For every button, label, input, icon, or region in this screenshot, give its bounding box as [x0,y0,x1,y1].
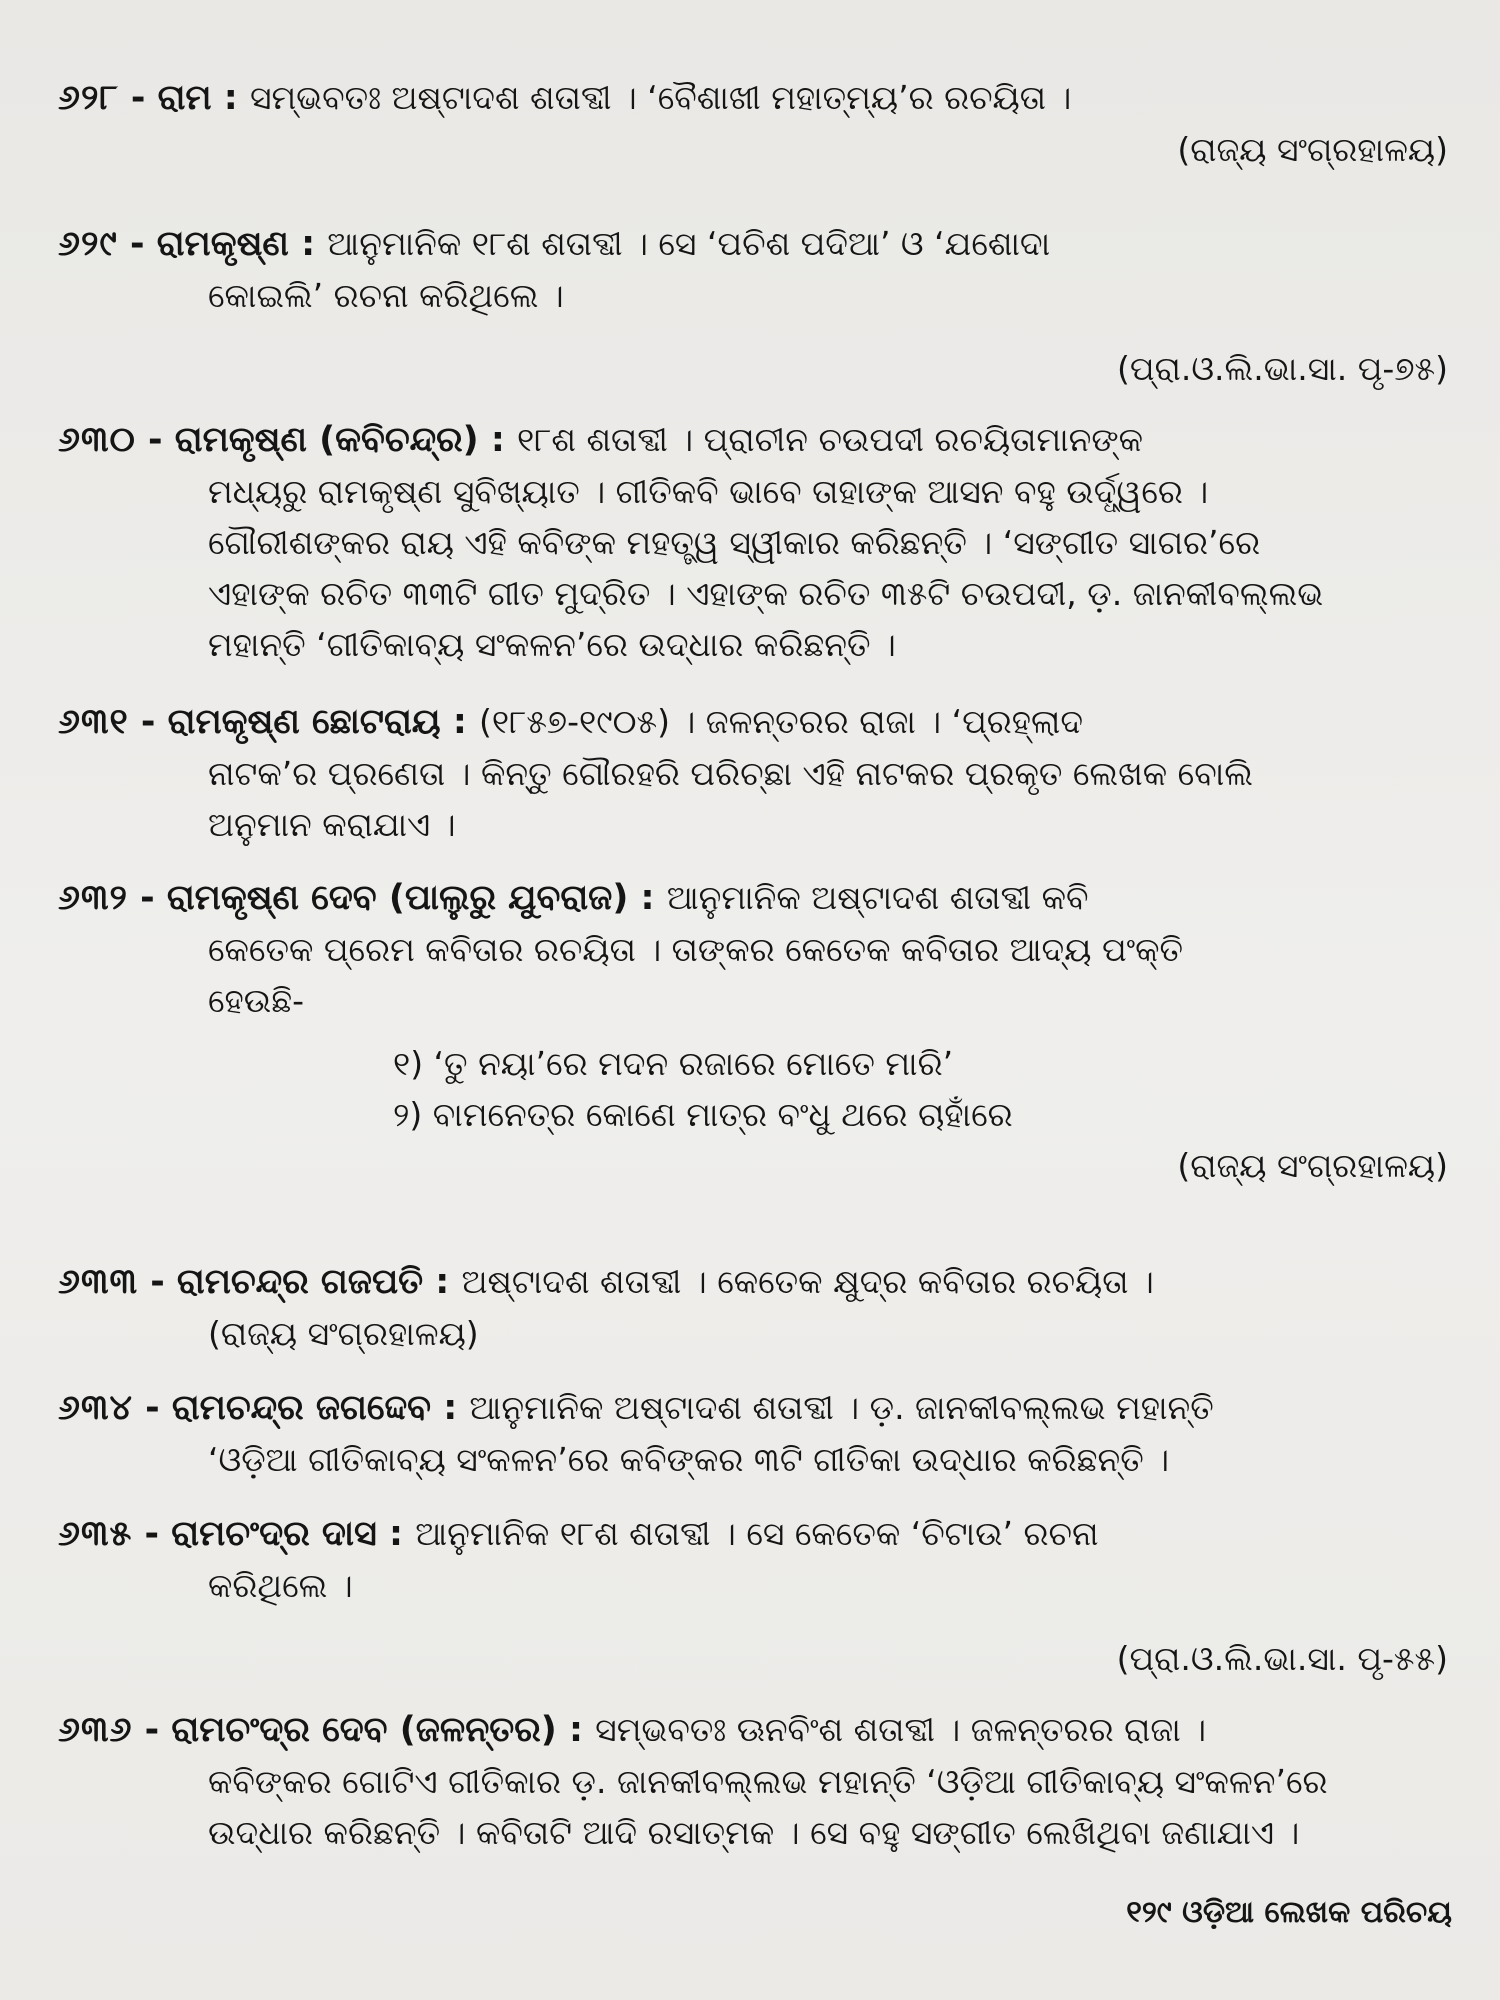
entry-text-line: ଅଷ୍ଟାଦଶ ଶତାବ୍ଦୀ । କେତେକ କ୍ଷୁଦ୍ର କବିତାର ରଚୟିତା । [461,1262,1154,1301]
entry-text-line: ୧୮ଶ ଶତାବ୍ଦୀ । ପ୍ରାଚୀନ ଚଉପଦୀ ରଚୟିତାମାନଙ୍କ [517,420,1144,459]
entry-number: ୬୨୯ [58,224,118,264]
entry-630: ୬୩୦ - ରାମକୃଷ୍ଣ (କବିଚନ୍ଦ୍ର) : ୧୮ଶ ଶତାବ୍ଦୀ । ପ୍ରାଚୀନ ଚଉପଦୀ ରଚୟିତାମାନଙ୍କ ମଧ୍ୟରୁ ରାମକୃଷ୍ଣ ସୁବିଖ୍ୟାତ । ଗୀତିକବି ଭାବେ ତାହାଙ୍କ ଆସନ ବହୁ ଉର୍ଦ୍ଧ୍ୱରେ । ଗୌରୀଶଙ୍କର ରାୟ ଏହି କବିଙ୍କ ମହତ୍ତ୍ୱ ସ୍ୱୀକାର କରିଛନ୍ତି । ‘ସଙ୍ଗୀତ ସାଗର’ରେ ଏହାଙ୍କ ରଚିତ ୩୩ଟି ଗୀତ ମୁଦ୍ରିତ । ଏହାଙ୍କ ରଚିତ ୩୫ଟି ଚଉପଦୀ, ଡ଼. ଜାନକୀବଲ୍ଲଭ ମହାନ୍ତି ‘ଗୀତିକାବ୍ୟ ସଂକଳନ’ରେ ଉଦ୍ଧାର କରିଛନ୍ତି । [58,414,1458,670]
entry-number: ୬୨୮ [58,78,119,118]
entry-headword: ରାମକୃଷ୍ଣ (କବିଚନ୍ଦ୍ର) [174,420,479,460]
entry-number: ୬୩୧ [58,702,129,742]
entry-number: ୬୩୪ [58,1388,133,1428]
entry-text-line: ଏହାଙ୍କ ରଚିତ ୩୩ଟି ଗୀତ ମୁଦ୍ରିତ । ଏହାଙ୍କ ରଚିତ ୩୫ଟି ଚଉପଦୀ, ଡ଼. ଜାନକୀବଲ୍ଲଭ [208,574,1324,613]
entry-text-line: (୧୮୫୭-୧୯୦୫) । ଜଳନ୍ତରର ରାଜା । ‘ପ୍ରହ୍ଲାଦ [479,702,1084,741]
entry-text-line: ଗୌରୀଶଙ୍କର ରାୟ ଏହି କବିଙ୍କ ମହତ୍ତ୍ୱ ସ୍ୱୀକାର କରିଛନ୍ତି । ‘ସଙ୍ଗୀତ ସାଗର’ରେ [208,523,1261,562]
entry-source: (ରାଜ୍ୟ ସଂଗ୍ରହାଳୟ) [1177,1146,1448,1185]
entry-635: ୬୩୫ - ରାମଚଂଦ୍ର ଦାସ : ଆନୁମାନିକ ୧୮ଶ ଶତାବ୍ଦୀ । ସେ କେତେକ ‘ଚିଟାଉ’ ରଚନା କରିଥିଲେ । (ପ୍ରା.ଓ.ଲି.ଭା.ସା. ପୃ-୫୫) [58,1508,1458,1684]
entry-number: ୬୩୦ [58,420,136,460]
entry-headword: ରାମଚନ୍ଦ୍ର ଜଗଦ୍ଦେବ [171,1388,432,1428]
page-footer: ୧୨୯ ଓଡ଼ିଆ ଲେଖକ ପରିଚୟ [1126,1895,1452,1930]
entry-headword: ରାମଚଂଦ୍ର ଦାସ [171,1514,377,1554]
entry-text-line: ଆନୁମାନିକ ଅଷ୍ଟାଦଶ ଶତାବ୍ଦୀ କବି [666,878,1089,917]
entry-source: (ପ୍ରା.ଓ.ଲି.ଭା.ସା. ପୃ-୫୫) [1116,1639,1448,1678]
entry-628: ୬୨୮ - ରାମ : ସମ୍ଭବତଃ ଅଷ୍ଟାଦଶ ଶତାବ୍ଦୀ । ‘ବୈଶାଖୀ ମହାତ୍ମ୍ୟ’ର ରଚୟିତା । (ରାଜ୍ୟ ସଂଗ୍ରହାଳୟ) [58,72,1458,175]
entry-634: ୬୩୪ - ରାମଚନ୍ଦ୍ର ଜଗଦ୍ଦେବ : ଆନୁମାନିକ ଅଷ୍ଟାଦଶ ଶତାବ୍ଦୀ । ଡ଼. ଜାନକୀବଲ୍ଲଭ ମହାନ୍ତି ‘ଓଡ଼ିଆ ଗୀତିକାବ୍ୟ ସଂକଳନ’ରେ କବିଙ୍କର ୩ଟି ଗୀତିକା ଉଦ୍ଧାର କରିଛନ୍ତି । [58,1382,1458,1485]
entry-source: (ପ୍ରା.ଓ.ଲି.ଭା.ସା. ପୃ-୭୫) [1117,349,1448,388]
entry-text-line: ମଧ୍ୟରୁ ରାମକୃଷ୍ଣ ସୁବିଖ୍ୟାତ । ଗୀତିକବି ଭାବେ ତାହାଙ୍କ ଆସନ ବହୁ ଉର୍ଦ୍ଧ୍ୱରେ । [208,472,1209,511]
entry-number: ୬୩୫ [58,1514,133,1554]
entry-headword: ରାମଚନ୍ଦ୍ର ଗଜପତି [176,1262,424,1302]
entry-text-line: ଅନୁମାନ କରାଯାଏ । [208,805,456,844]
entry-text-line: ସମ୍ଭବତଃ ଅଷ୍ଟାଦଶ ଶତାବ୍ଦୀ । ‘ବୈଶାଖୀ ମହାତ୍ମ୍ୟ’ର ରଚୟିତା । [249,78,1072,117]
entry-headword: ରାମକୃଷ୍ଣ ଦେବ (ପାଲୁରୁ ଯୁବରାଜ) [166,878,629,918]
entry-632: ୬୩୨ - ରାମକୃଷ୍ଣ ଦେବ (ପାଲୁରୁ ଯୁବରାଜ) : ଆନୁମାନିକ ଅଷ୍ଟାଦଶ ଶତାବ୍ଦୀ କବି କେତେକ ପ୍ରେମ କବିତାର ରଚୟିତା । ତାଙ୍କର କେତେକ କବିତାର ଆଦ୍ୟ ପଂକ୍ତି ହେଉଛି- ୧) ‘ତୁ ନୟା’ରେ ମଦନ ରଜାରେ ମୋତେ ମାରି’ ୨) ବାମନେତ୍ର କୋଣେ ମାତ୍ର ବଂଧୁ ଥରେ ଚାହାଁରେ (ରାଜ୍ୟ ସଂଗ୍ରହାଳୟ) [58,872,1458,1191]
entry-text-line: ଆନୁମାନିକ ଅଷ୍ଟାଦଶ ଶତାବ୍ଦୀ । ଡ଼. ଜାନକୀବଲ୍ଲଭ ମହାନ୍ତି [469,1388,1214,1427]
entry-headword: ରାମଚଂଦ୍ର ଦେବ (ଜଳନ୍ତର) [171,1710,557,1750]
entry-text-line: ସମ୍ଭବତଃ ଊନବିଂଶ ଶତାବ୍ଦୀ । ଜଳନ୍ତରର ରାଜା । [595,1710,1207,1749]
entry-text-line: (ରାଜ୍ୟ ସଂଗ୍ରହାଳୟ) [208,1314,479,1353]
entry-headword: ରାମକୃଷ୍ଣ ଛୋଟରାୟ [167,702,441,742]
entry-text-line: କୋଇଲି’ ରଚନା କରିଥିଲେ । [208,276,564,315]
entry-631: ୬୩୧ - ରାମକୃଷ୍ଣ ଛୋଟରାୟ : (୧୮୫୭-୧୯୦୫) । ଜଳନ୍ତରର ରାଜା । ‘ପ୍ରହ୍ଲାଦ ନାଟକ’ର ପ୍ରଣେତା । କିନ୍ତୁ ଗୌରହରି ପରିଚ୍ଛା ଏହି ନାଟକର ପ୍ରକୃତ ଲେଖକ ବୋଲି ଅନୁମାନ କରାଯାଏ । [58,696,1458,850]
entry-text-line: କରିଥିଲେ । [208,1566,353,1605]
poem-line: ୧) ‘ତୁ ନୟା’ରେ ମଦନ ରଜାରେ ମୋତେ ମାରି’ [393,1044,954,1083]
entry-text-line: ଆନୁମାନିକ ୧୮ଶ ଶତାବ୍ଦୀ । ସେ କେତେକ ‘ଚିଟାଉ’ ରଚନା [415,1514,1099,1553]
entry-text-line: ନାଟକ’ର ପ୍ରଣେତା । କିନ୍ତୁ ଗୌରହରି ପରିଚ୍ଛା ଏହି ନାଟକର ପ୍ରକୃତ ଲେଖକ ବୋଲି [208,754,1253,793]
entry-text-line: ଉଦ୍ଧାର କରିଛନ୍ତି । କବିତାଟି ଆଦି ରସାତ୍ମକ । ସେ ବହୁ ସଙ୍ଗୀତ ଲେଖିଥିବା ଜଣାଯାଏ । [208,1813,1300,1852]
entry-headword: ରାମକୃଷ୍ଣ [156,224,289,264]
entry-text-line: ହେଉଛି- [208,981,305,1020]
entry-636: ୬୩୬ - ରାମଚଂଦ୍ର ଦେବ (ଜଳନ୍ତର) : ସମ୍ଭବତଃ ଊନବିଂଶ ଶତାବ୍ଦୀ । ଜଳନ୍ତରର ରାଜା । କବିଙ୍କର ଗୋଟିଏ ଗୀତିକାର ଡ଼. ଜାନକୀବଲ୍ଲଭ ମହାନ୍ତି ‘ଓଡ଼ିଆ ଗୀତିକାବ୍ୟ ସଂକଳନ’ରେ ଉଦ୍ଧାର କରିଛନ୍ତି । କବିତାଟି ଆଦି ରସାତ୍ମକ । ସେ ବହୁ ସଙ୍ଗୀତ ଲେଖିଥିବା ଜଣାଯାଏ । [58,1704,1458,1858]
entry-text-line: କବିଙ୍କର ଗୋଟିଏ ଗୀତିକାର ଡ଼. ଜାନକୀବଲ୍ଲଭ ମହାନ୍ତି ‘ଓଡ଼ିଆ ଗୀତିକାବ୍ୟ ସଂକଳନ’ରେ [208,1762,1328,1801]
entry-629: ୬୨୯ - ରାମକୃଷ୍ଣ : ଆନୁମାନିକ ୧୮ଶ ଶତାବ୍ଦୀ । ସେ ‘ପଚିଶ ପଦିଆ’ ଓ ‘ଯଶୋଦା କୋଇଲି’ ରଚନା କରିଥିଲେ । (ପ୍ରା.ଓ.ଲି.ଭା.ସା. ପୃ-୭୫) [58,218,1458,394]
entry-text-line: ମହାନ୍ତି ‘ଗୀତିକାବ୍ୟ ସଂକଳନ’ରେ ଉଦ୍ଧାର କରିଛନ୍ତି । [208,625,896,664]
entry-633: ୬୩୩ - ରାମଚନ୍ଦ୍ର ଗଜପତି : ଅଷ୍ଟାଦଶ ଶତାବ୍ଦୀ । କେତେକ କ୍ଷୁଦ୍ର କବିତାର ରଚୟିତା । (ରାଜ୍ୟ ସଂଗ୍ରହାଳୟ) [58,1256,1458,1359]
entry-text-line: କେତେକ ପ୍ରେମ କବିତାର ରଚୟିତା । ତାଙ୍କର କେତେକ କବିତାର ଆଦ୍ୟ ପଂକ୍ତି [208,930,1184,969]
entry-text-line: ଆନୁମାନିକ ୧୮ଶ ଶତାବ୍ଦୀ । ସେ ‘ପଚିଶ ପଦିଆ’ ଓ ‘ଯଶୋଦା [327,224,1051,263]
entry-number: ୬୩୩ [58,1262,139,1302]
poem-line: ୨) ବାମନେତ୍ର କୋଣେ ମାତ୍ର ବଂଧୁ ଥରେ ଚାହାଁରେ [393,1095,1013,1134]
entry-source: (ରାଜ୍ୟ ସଂଗ୍ରହାଳୟ) [1177,130,1448,169]
entry-headword: ରାମ [157,78,212,118]
entry-number: ୬୩୨ [58,878,128,918]
entry-text-line: ‘ଓଡ଼ିଆ ଗୀତିକାବ୍ୟ ସଂକଳନ’ରେ କବିଙ୍କର ୩ଟି ଗୀତିକା ଉଦ୍ଧାର କରିଛନ୍ତି । [208,1440,1170,1479]
entry-number: ୬୩୬ [58,1710,133,1750]
